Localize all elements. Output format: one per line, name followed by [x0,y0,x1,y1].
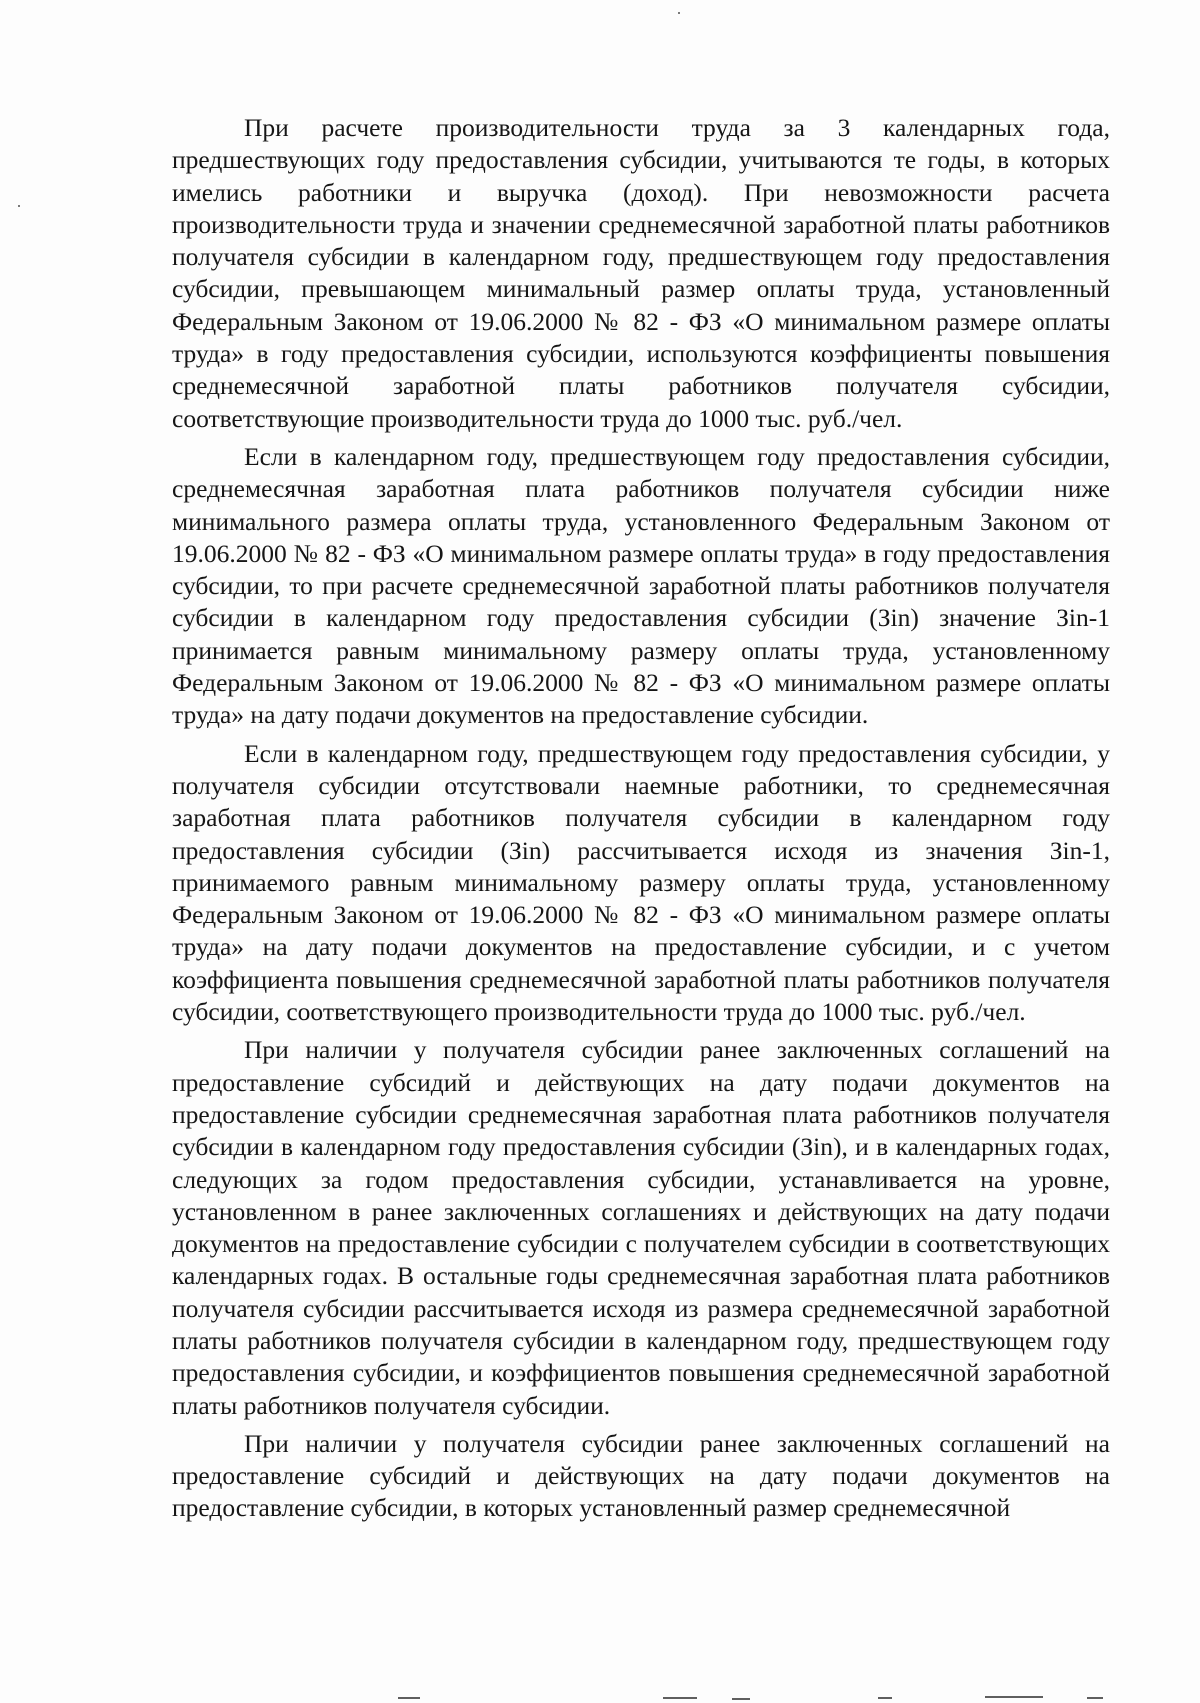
scan-artifact-mark [878,1697,892,1699]
scan-artifact-dot [678,12,680,14]
document-body [172,112,1110,1525]
scan-artifact-mark [663,1697,697,1699]
scan-artifact-mark [732,1698,750,1700]
paragraph-wage-below-minimum: Если в календарном году, предшествующем году предоставления субсидии, среднемесячная заработная плата работников получателя субсидии ниже минимального размера оплаты труда, установленного Федеральным Законом от 19.06.2000 № 82 - ФЗ «О минимальном размере оплаты труда» в году предоставления субсидии, то при расчете среднемесячной заработной платы работников получателя субсидии в календарном году предоставления субсидии (Зin) значение Зin-1 принимается равным минимальному размеру оплаты труда, установленному Федеральным Законом от 19.06.2000 № 82 - ФЗ «О минимальном размере оплаты труда» на дату подачи документов на предоставление субсидии. [172,441,1110,730]
paragraph-existing-agreements-continued: При наличии у получателя субсидии ранее заключенных соглашений на предоставление субсидий и действующих на дату подачи документов на предоставление субсидии, в которых установленный размер среднемесячной [172,1428,1110,1523]
scan-artifact-mark [985,1696,1043,1698]
paragraph-labor-productivity: При расчете производительности труда за 3 календарных года, предшествующих году предоставления субсидии, учитываются те годы, в которых имелись работники и выручка (доход). При невозможности расчета производительности труда и значении среднемесячной заработной платы работников получателя субсидии в календарном году, предшествующем году предоставления субсидии, превышающем минимальный размер оплаты труда, установленный Федеральным Законом от 19.06.2000 № 82 - ФЗ «О минимальном размере оплаты труда» в году предоставления субсидии, используются коэффициенты повышения среднемесячной заработной платы работников получателя субсидии, соответствующие производительности труда до 1000 тыс. руб./чел. [172,113,1110,433]
scan-artifact-mark [398,1697,420,1699]
scan-artifact-dot [18,205,20,207]
paragraph-no-employees: Если в календарном году, предшествующем году предоставления субсидии, у получателя субсидии отсутствовали наемные работники, то среднемесячная заработная плата работников получателя субсидии в календарном году предоставления субсидии (Зin) рассчитывается исходя из значения Зin-1, принимаемого равным минимальному размеру оплаты труда, установленному Федеральным Законом от 19.06.2000 № 82 - ФЗ «О минимальном размере оплаты труда» на дату подачи документов на предоставление субсидии, и с учетом коэффициента повышения среднемесячной заработной платы работников получателя субсидии, соответствующего производительности труда до 1000 тыс. руб./чел. [172,738,1110,1027]
paragraph-existing-agreements: При наличии у получателя субсидии ранее заключенных соглашений на предоставление субсидий и действующих на дату подачи документов на предоставление субсидии среднемесячная заработная плата работников получателя субсидии в календарном году предоставления субсидии (Зin), и в календарных годах, следующих за годом предоставления субсидии, устанавливается на уровне, установленном в ранее заключенных соглашениях и действующих на дату подачи документов на предоставление субсидии с получателем субсидии в соответствующих календарных годах. В остальные годы среднемесячная заработная плата работников получателя субсидии рассчитывается исходя из размера среднемесячной заработной платы работников получателя субсидии в календарном году, предшествующем году предоставления субсидии, и коэффициентов повышения среднемесячной заработной платы работников получателя субсидии. [172,1035,1110,1420]
scan-artifact-mark [1087,1697,1103,1699]
